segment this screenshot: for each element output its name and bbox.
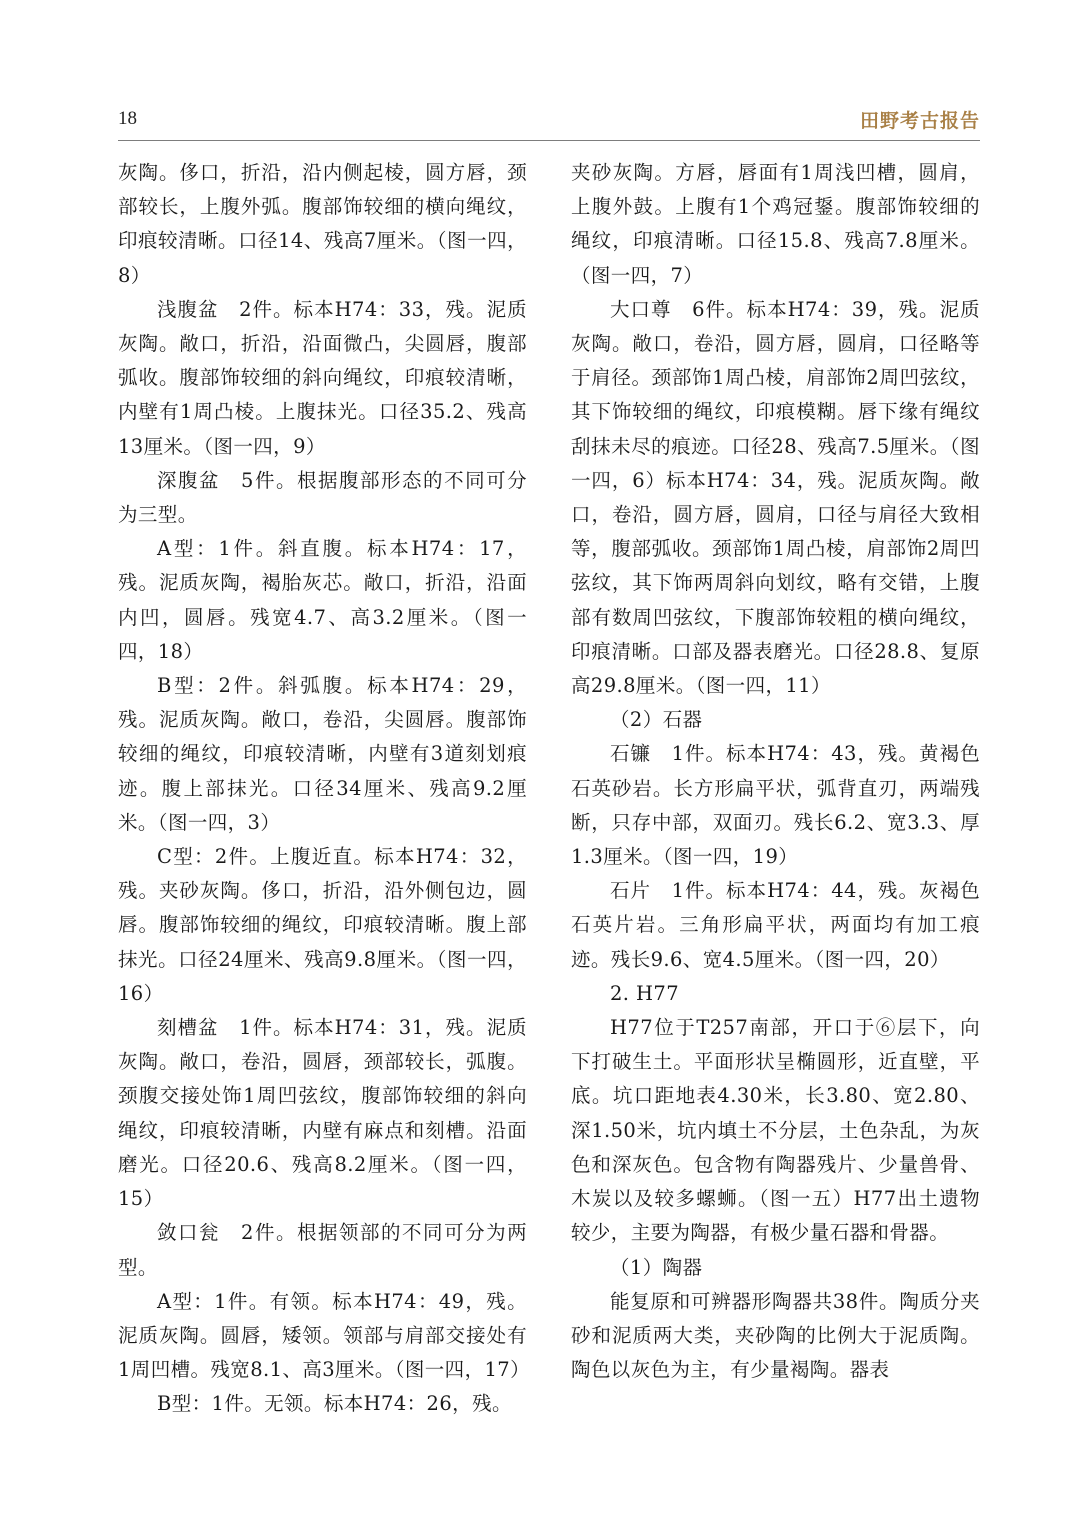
journal-title: 田野考古报告 bbox=[859, 110, 980, 132]
left-paragraph-5: B型：2件。斜弧腹。标本H74：29，残。泥质灰陶。敞口，卷沿，尖圆唇。腹部饰较细的绳纹，印痕较清晰，内壁有3道刻划痕迹。腹上部抹光。口径34厘米、残高9.2厘米。（图一四，3） bbox=[118, 674, 527, 834]
right-section-heading-pottery: （1）陶器 bbox=[610, 1255, 703, 1279]
right-paragraph-7: H77位于T257南部，开口于⑥层下，向下打破生土。平面形状呈椭圆形，近直壁，平底。坑口距地表4.30米，长3.80、宽2.80、深1.50米，坑内填土不分层，土色杂乱，为灰色和深灰色。包含物有陶器残片、少量兽骨、木炭以及较多螺蛳。（图一五）H77出土遗物较少，主要为陶器，有极少量石器和骨器。 bbox=[571, 1016, 980, 1245]
left-column bbox=[118, 156, 530, 1422]
right-paragraph-9: 能复原和可辨器形陶器共38件。陶质分夹砂和泥质两大类，夹砂陶的比例大于泥质陶。陶色以灰色为主，有少量褐陶。器表 bbox=[571, 1289, 980, 1382]
page-number: 18 bbox=[118, 108, 137, 129]
right-paragraph-5: 石片 1件。标本H74：44，残。灰褐色石英片岩。三角形扁平状，两面均有加工痕迹。残长9.6、宽4.5厘米。（图一四，20） bbox=[571, 879, 980, 971]
left-paragraph-3: 深腹盆 5件。根据腹部形态的不同可分为三型。 bbox=[118, 468, 527, 527]
right-paragraph-4: 石镰 1件。标本H74：43，残。黄褐色石英砂岩。长方形扁平状，弧背直刃，两端残断，只存中部，双面刃。残长6.2、宽3.3、厚1.3厘米。（图一四，19） bbox=[571, 742, 980, 869]
right-section-heading-h77: 2. H77 bbox=[610, 981, 680, 1005]
left-paragraph-7: 刻槽盆 1件。标本H74：31，残。泥质灰陶。敞口，卷沿，圆唇，颈部较长，弧腹。颈腹交接处饰1周凹弦纹，腹部饰较细的斜向绳纹，印痕较清晰，内壁有麻点和刻槽。沿面磨光。口径20.6、残高8.2厘米。（图一四，15） bbox=[118, 1016, 527, 1211]
right-paragraph-2: 大口尊 6件。标本H74：39，残。泥质灰陶。敞口，卷沿，圆方唇，圆肩，口径略等于肩径。颈部饰1周凸棱，肩部饰2周凹弦纹，其下饰较细的绳纹，印痕模糊。唇下缘有绳纹刮抹未尽的痕迹。口径28、残高7.5厘米。（图一四，6）标本H74：34，残。泥质灰陶。敞口，卷沿，圆方唇，圆肩，口径与肩径大致相等，腹部弧收。颈部饰1周凸棱，肩部饰2周凹弦纹，其下饰两周斜向划纹，略有交错，上腹部有数周凹弦纹，下腹部饰较粗的横向绳纹，印痕清晰。口部及器表磨光。口径28.8、复原高29.8厘米。（图一四，11） bbox=[571, 297, 980, 698]
left-paragraph-10: B型：1件。无领。标本H74：26，残。 bbox=[157, 1392, 512, 1416]
right-paragraph-1: 夹砂灰陶。方唇，唇面有1周浅凹槽，圆肩，上腹外鼓。上腹有1个鸡冠鋬。腹部饰较细的绳纹，印痕清晰。口径15.8、残高7.8厘米。（图一四，7） bbox=[571, 161, 980, 287]
left-paragraph-6: C型：2件。上腹近直。标本H74：32，残。夹砂灰陶。侈口，折沿，沿外侧包边，圆唇。腹部饰较细的绳纹，印痕较清晰。腹上部抹光。口径24厘米、残高9.8厘米。（图一四，16） bbox=[118, 845, 527, 1005]
left-paragraph-4: A型：1件。斜直腹。标本H74：17，残。泥质灰陶，褐胎灰芯。敞口，折沿，沿面内凹，圆唇。残宽4.7、高3.2厘米。（图一四，18） bbox=[118, 537, 527, 663]
left-paragraph-8: 敛口瓮 2件。根据领部的不同可分为两型。 bbox=[118, 1221, 527, 1279]
left-paragraph-9: A型：1件。有领。标本H74：49，残。泥质灰陶。圆唇，矮领。领部与肩部交接处有1周凹槽。残宽8.1、高3厘米。（图一四，17） bbox=[118, 1289, 530, 1382]
right-section-heading-stone: （2）石器 bbox=[610, 708, 703, 732]
left-paragraph-2: 浅腹盆 2件。标本H74：33，残。泥质灰陶。敞口，折沿，沿面微凸，尖圆唇，腹部弧收。腹部饰较细的斜向绳纹，印痕较清晰，内壁有1周凸棱。上腹抹光。口径35.2、残高13厘米。（图一四，9） bbox=[118, 297, 527, 458]
left-paragraph-1: 灰陶。侈口，折沿，沿内侧起棱，圆方唇，颈部较长，上腹外弧。腹部饰较细的横向绳纹，印痕较清晰。口径14、残高7厘米。（图一四，8） bbox=[118, 161, 527, 287]
header-rule bbox=[118, 140, 980, 141]
right-column bbox=[571, 156, 980, 1387]
